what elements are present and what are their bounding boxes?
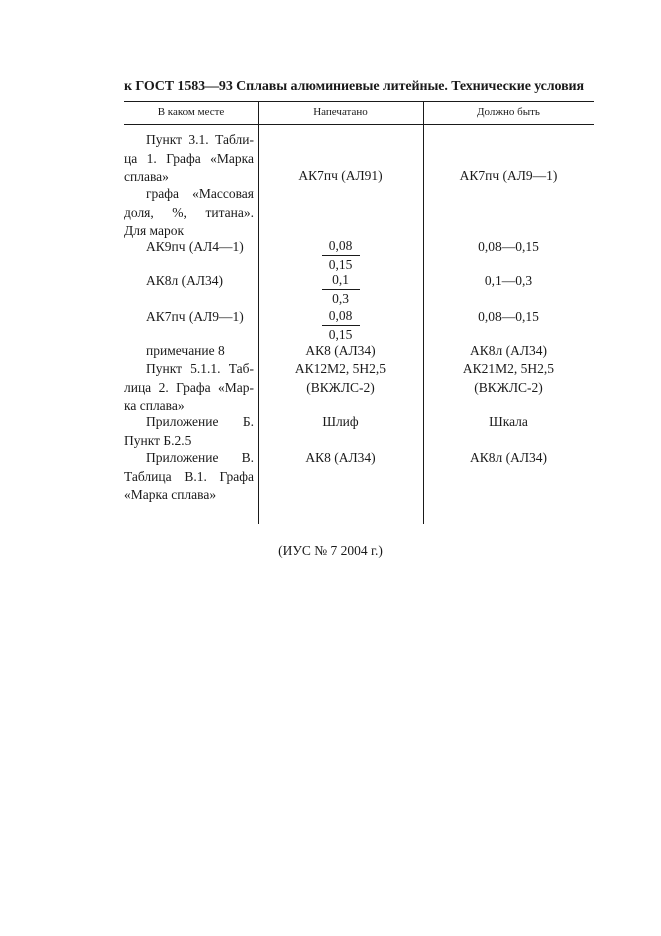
row-1-where: Пункт 3.1. Табли- ца 1. Графа «Марка сплава» [124, 132, 254, 184]
row-4-should-be: 0,1—0,3 [484, 273, 533, 288]
row-3-where: АК9пч (АЛ4—1) [146, 239, 244, 254]
footer-note: (ИУС № 7 2004 г.) [278, 543, 383, 558]
row-4-printed-fraction [258, 272, 423, 307]
fraction-bar [322, 255, 360, 256]
row-8-should-be: Шкала [489, 414, 528, 429]
fraction-denominator: 0,15 [328, 327, 353, 342]
table-header-rule [124, 124, 594, 125]
row-1-printed: АК7пч (АЛ91) [298, 168, 383, 183]
row-9-where: Приложение В. Таблица В.1. Графа «Марка сплава» [124, 450, 254, 502]
row-5-printed-fraction [258, 308, 423, 343]
row-9-should-be: АК8л (АЛ34) [469, 450, 547, 465]
row-4-where: АК8л (АЛ34) [146, 273, 224, 288]
row-9-printed: АК8 (АЛ34) [305, 450, 376, 465]
header-where: В каком месте [157, 106, 225, 118]
fraction-bar [322, 325, 360, 326]
header-should-be: Должно быть [477, 106, 540, 118]
row-3-printed-fraction [258, 238, 423, 273]
page-title: к ГОСТ 1583—93 Сплавы алюминиевые литейные. Технические условия [124, 79, 584, 94]
row-8-printed: Шлиф [322, 414, 359, 429]
row-7-printed: АК12М2, 5Н2,5 (ВКЖЛС-2) [294, 361, 387, 395]
table-top-rule [124, 101, 594, 102]
fraction-numerator: 0,1 [332, 272, 349, 287]
fraction-denominator: 0,15 [328, 257, 353, 272]
row-3-should-be: 0,08—0,15 [478, 239, 539, 254]
row-2-where: графа «Массовая доля, %, титана». Для марок [124, 186, 254, 238]
row-8-where: Приложение Б. Пункт Б.2.5 [124, 414, 254, 448]
header-printed: Напечатано [313, 106, 368, 118]
fraction-denominator: 0,3 [332, 291, 349, 306]
fraction-numerator: 0,08 [328, 238, 353, 253]
row-1-should-be: АК7пч (АЛ9—1) [459, 168, 558, 183]
row-7-should-be: АК21М2, 5Н2,5 (ВКЖЛС-2) [462, 361, 555, 395]
fraction-numerator: 0,08 [328, 308, 353, 323]
row-6-should-be: АК8л (АЛ34) [469, 343, 547, 358]
row-5-where: АК7пч (АЛ9—1) [146, 309, 244, 324]
fraction-bar [322, 289, 360, 290]
row-7-where: Пункт 5.1.1. Таб- лица 2. Графа «Мар- ка сплава» [124, 361, 254, 413]
row-5-should-be: 0,08—0,15 [478, 309, 539, 324]
row-6-where: примечание 8 [146, 343, 225, 358]
row-6-printed: АК8 (АЛ34) [305, 343, 376, 358]
